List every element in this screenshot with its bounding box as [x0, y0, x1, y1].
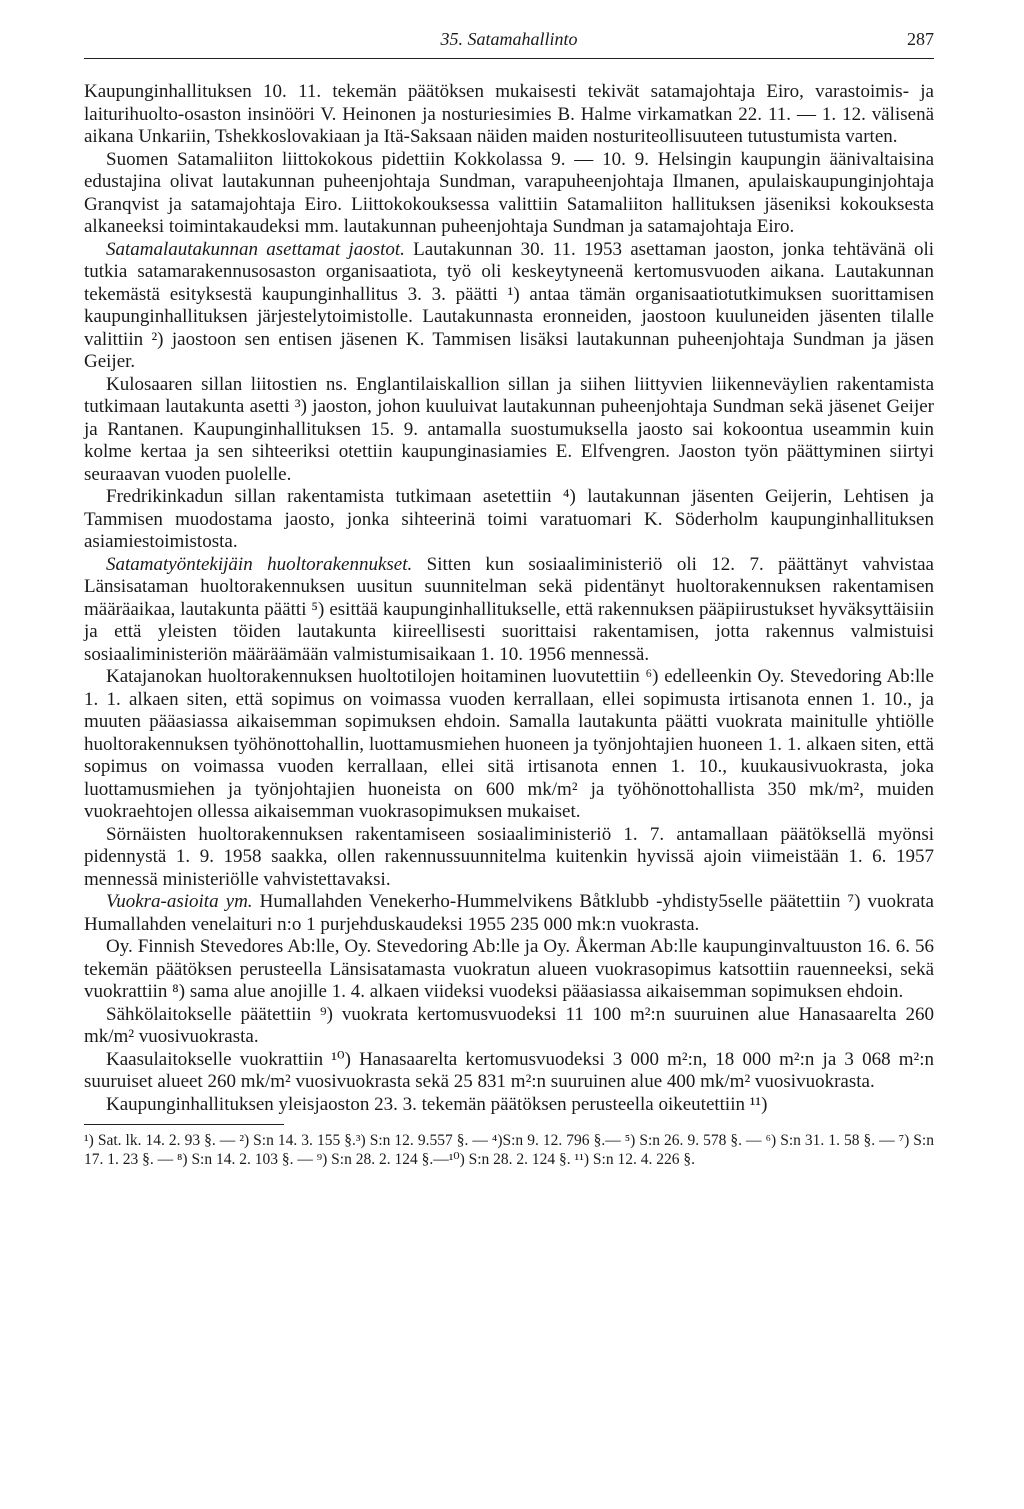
- paragraph-text: Katajanokan huoltorakennuksen huoltotilojen hoitaminen luovutettiin ⁶) edelleenkin Oy. Stevedoring Ab:lle 1. 1. alkaen siten, että sopimus on voimassa vuoden kerrallaan, ellei sopimusta irtisanota ennen 1. 10., ja muuten pääasiassa aikaisemman sopimuksen ehdoin. Samalla lautakunta päätti vuokrata mainitulle yhtiölle huoltorakennuksen työhönottohallin, luottamusmiehen huoneen ja työnjohtajien huoneen 1. 1. alkaen siten, että sopimus on voimassa vuoden kerrallaan, ellei sitä irtisanota ennen 1. 10., kuukausivuokrasta, joka luottamusmiehen ja työnjohtajien huoneista on 600 mk/m² ja työhönottohallista 350 mk/m², muiden vuokraehtojen ollessa aikaisemman vuokrasopimuksen mukaiset.: [84, 666, 934, 822]
- paragraph: [84, 666, 934, 824]
- paragraph-text: Oy. Finnish Stevedores Ab:lle, Oy. Stevedoring Ab:lle ja Oy. Åkerman Ab:lle kaupunginvaltuuston 16. 6. 56 tekemän päätöksen perusteella Länsisatamasta vuokratun alueen vuokrasopimus katsottiin rauenneeksi, sekä vuokrattiin ⁸) sama alue anojille 1. 4. alkaen viideksi vuodeksi pääasiassa aikaisemman sopimuksen ehdoin.: [84, 936, 934, 1002]
- paragraph: [84, 149, 934, 239]
- section-heading: Satamalautakunnan asettamat jaostot.: [106, 238, 405, 260]
- paragraph: [84, 936, 934, 1004]
- paragraph-text: Sitten kun sosiaaliministeriö oli 12. 7. päättänyt vahvistaa Länsisataman huoltorakennuksen uusitun suunnitelman sekä pidentänyt huoltorakennuksen rakentamisen määräaikaa, lautakunta päätti ⁵) esittää kaupunginhallitukselle, että rakennuksen pääpiirustukset hyväksyttäisiin ja että yleisten töiden lautakunta kiireellisesti suorittaisi rakentamisen, jotta rakennus valmistuisi sosiaaliministeriön määräämään valmistumisaikaan 1. 10. 1956 mennessä.: [84, 553, 934, 665]
- paragraph: [84, 1049, 934, 1094]
- paragraph-text: Sörnäisten huoltorakennuksen rakentamiseen sosiaaliministeriö 1. 7. antamallaan päätöksellä myönsi pidennystä 1. 9. 1958 saakka, ollen rakennussuunnitelma kuitenkin hyvissä ajoin viimeistään 1. 6. 1957 mennessä ministeriölle vahvistettavaksi.: [84, 823, 934, 890]
- paragraph-text: Kaupunginhallituksen 10. 11. tekemän päätöksen mukaisesti tekivät satamajohtaja Eiro, varastoimis- ja laiturihuolto-osaston insinööri V. Heinonen ja nosturiesimies B. Halme virkamatkan 22. 11. — 1. 12. välisenä aikana Unkariin, Tshekkoslovakiaan ja Itä-Saksaan näiden maiden nosturiteollisuuteen tutustumista varten.: [84, 81, 934, 147]
- paragraph: [84, 486, 934, 554]
- running-header: [84, 28, 934, 54]
- footnote-rule: [84, 1124, 284, 1125]
- paragraph-text: Lautakunnan 30. 11. 1953 asettaman jaoston, jonka tehtävänä oli tutkia satamarakennusosaston organisaatiota, työ oli keskeytyneenä kertomusvuoden aikana. Lautakunnan tekemästä esityksestä kaupunginhallitus 3. 3. päätti ¹) antaa tämän organisaatiotutkimuksen suorittamisen kaupunginhallituksen järjestelytoimistolle. Lautakunnasta eronneiden, jaostoon kuuluneiden jäsenten tilalle valittiin ²) jaostoon sen entisen jäsenen K. Tammisen lisäksi lautakunnan puheenjohtaja Sundman ja jäsen Geijer.: [84, 238, 934, 372]
- paragraph: [84, 374, 934, 487]
- paragraph-text: Suomen Satamaliiton liittokokous pidettiin Kokkolassa 9. — 10. 9. Helsingin kaupungin äänivaltaisina edustajina olivat lautakunnan puheenjohtaja Sundman, varapuheenjohtaja Ilmanen, apulaiskaupunginjohtaja Granqvist ja satamajohtaja Eiro. Liittokokouksessa valittiin Satamaliiton hallituksen jäseniksi kokouksesta alkaneeksi toimintakaudeksi mm. lautakunnan puheenjohtaja Sundman ja satamajohtaja Eiro.: [84, 148, 934, 237]
- paragraph: [84, 824, 934, 892]
- section-heading: Vuokra-asioita ym.: [106, 891, 253, 912]
- header-rule: [84, 58, 934, 59]
- chapter-title: 35. Satamahallinto: [440, 29, 578, 49]
- paragraph: [84, 891, 934, 936]
- paragraph-text: Kulosaaren sillan liitostien ns. Englantilaiskallion sillan ja siihen liittyvien liikenneväylien rakentamista tutkimaan lautakunta asetti ³) jaoston, johon kuuluivat lautakunnan puheenjohtaja Sundman sekä jäsenet Geijer ja Rantanen. Kaupunginhallituksen 15. 9. antamalla suostumuksella jaosto sai kokoontua useammin kuin kolme kertaa ja sen sihteeriksi otettiin kaupunginasiamies E. Elfvengren. Jaoston työn päättyminen siirtyi seuraavan vuoden puolelle.: [84, 373, 934, 485]
- paragraph-text: Fredrikinkadun sillan rakentamista tutkimaan asetettiin ⁴) lautakunnan jäsenten Geijerin, Lehtisen ja Tammisen muodostama jaosto, jonka sihteerinä toimi varatuomari K. Söderholm kaupunginhallituksen asiamiestoimistosta.: [84, 486, 934, 552]
- footnotes: ¹) Sat. lk. 14. 2. 93 §. — ²) S:n 14. 3. 155 §.³) S:n 12. 9.557 §. — ⁴)S:n 9. 12. 796 §.— ⁵) S:n 26. 9. 578 §. — ⁶) S:n 31. 1. 58 §. — ⁷) S:n 17. 1. 23 §. — ⁸) S:n 14. 2. 103 §. — ⁹) S:n 28. 2. 124 §.—¹⁰) S:n 28. 2. 124 §. ¹¹) S:n 12. 4. 226 §.: [84, 1132, 934, 1168]
- paragraph-text: Humallahden Venekerho-Hummelvikens Båtklubb -yhdisty5selle päätettiin ⁷) vuokrata Humallahden venelaituri n:o 1 purjehduskaudeksi 1955 235 000 mk:n vuokrasta.: [84, 891, 934, 935]
- paragraph: [84, 239, 934, 374]
- paragraph-text: Kaupunginhallituksen yleisjaoston 23. 3. tekemän päätöksen perusteella oikeutettiin ¹¹): [106, 1093, 768, 1115]
- paragraph: [84, 1004, 934, 1049]
- paragraph: [84, 554, 934, 667]
- document-page: [84, 28, 934, 1169]
- paragraph: [84, 81, 934, 149]
- paragraph: [84, 1094, 934, 1117]
- body-text: [84, 81, 934, 1116]
- paragraph-text: Kaasulaitokselle vuokrattiin ¹⁰) Hanasaarelta kertomusvuodeksi 3 000 m²:n, 18 000 m²:n ja 3 068 m²:n suuruiset alueet 260 mk/m² vuosivuokrasta sekä 25 831 m²:n suuruinen alue 400 mk/m² vuosivuokrasta.: [84, 1048, 934, 1092]
- section-heading: Satamatyöntekijäin huoltorakennukset.: [106, 553, 413, 575]
- page-number: 287: [907, 29, 934, 49]
- paragraph-text: Sähkölaitokselle päätettiin ⁹) vuokrata kertomusvuodeksi 11 100 m²:n suuruinen alue Hanasaarelta 260 mk/m² vuosivuokrasta.: [84, 1003, 934, 1047]
